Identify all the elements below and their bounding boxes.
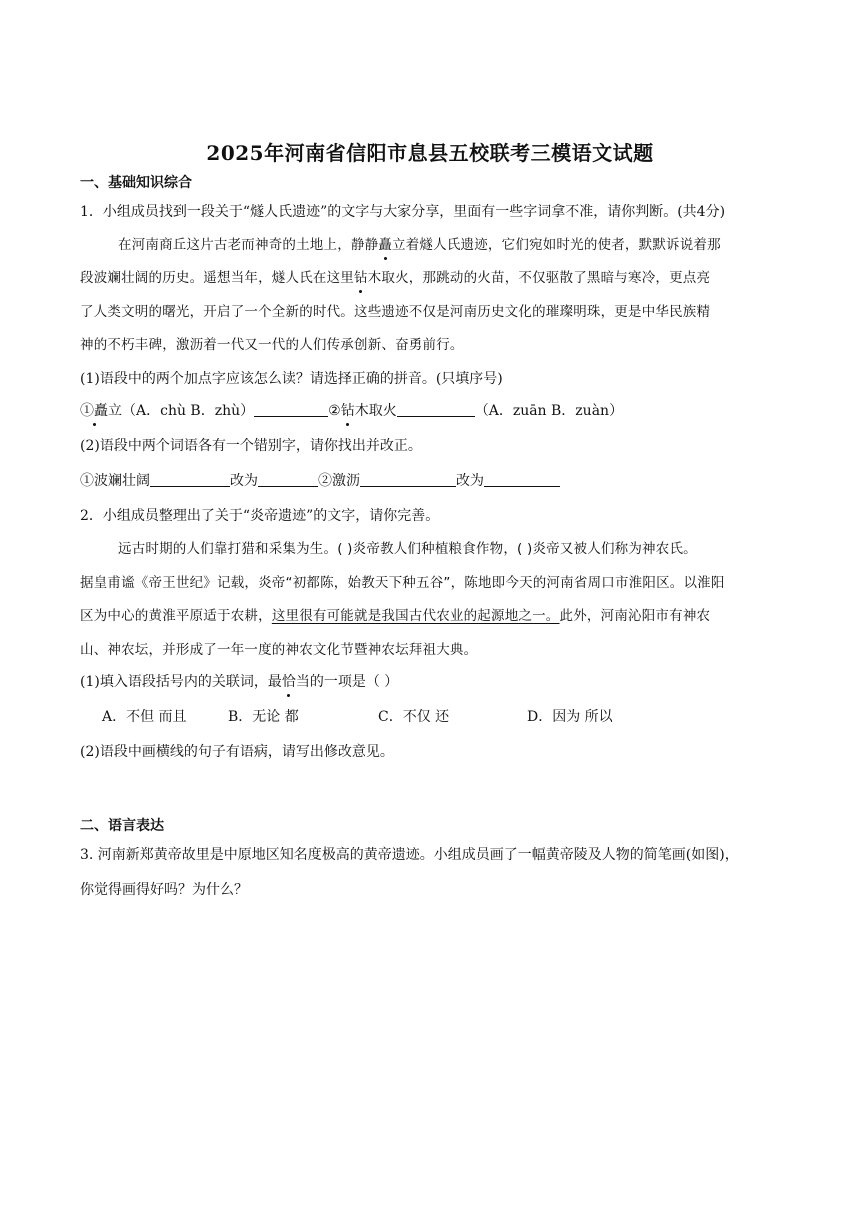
q1-passage-line-3: 了人类文明的曙光，开启了一个全新的时代。这些遗迹不仅是河南历史文化的璀璨明珠，更是中华民族精 xyxy=(80,304,711,320)
q2-passage-line-3: 区为中心的黄淮平原适于农耕，这里很有可能就是我国古代农业的起源地之一。此外，河南沁阳市有神农 xyxy=(80,608,711,624)
option-b[interactable]: B．无论 都 xyxy=(228,709,299,725)
answer-blank[interactable] xyxy=(258,472,318,487)
q1-sub-question-2-answers: ①波斓壮阔 改为 ②激沥 改为 xyxy=(80,471,800,491)
underlined-sentence: 这里很有可能就是我国古代农业的起源地之一。 xyxy=(271,608,560,624)
answer-blank[interactable] xyxy=(150,472,230,487)
answer-blank[interactable] xyxy=(360,472,456,487)
question-1-stem: 1．小组成员找到一段关于“燧人氏遗迹”的文字与大家分享，里面有一些字词拿不准，请你判断。(共4分) xyxy=(80,204,726,220)
option-a[interactable]: A．不但 而且 xyxy=(102,709,187,725)
q2-sub-question-2: (2)语段中画横线的句子有语病，请写出修改意见。 xyxy=(80,744,394,760)
question-2-stem: 2．小组成员整理出了关于“炎帝遗迹”的文字，请你完善。 xyxy=(80,508,440,524)
q1-passage-line-2: 段波斓壮阔的历史。遥想当年，燧人氏在这里钻木取火，那跳动的火苗，不仅驱散了黑暗与寒冷，更点亮 xyxy=(80,270,711,286)
emphasis-dot-char: 钻 xyxy=(354,270,368,286)
option-c[interactable]: C．不仅 还 xyxy=(378,709,450,725)
answer-blank[interactable] xyxy=(484,472,560,487)
q1-sub-question-2: (2)语段中两个词语各有一个错别字，请你找出并改正。 xyxy=(80,438,422,454)
q1-passage-line-1: 在河南商丘这片古老而神奇的土地上，静静矗立着燧人氏遗迹，它们宛如时光的使者，默默诉说着那 xyxy=(118,237,721,253)
q2-sub-question-1: (1)填入语段括号内的关联词，最恰当的一项是（ ） xyxy=(80,674,399,690)
emphasis-dot-chars: 最恰当 xyxy=(267,674,310,690)
answer-blank[interactable] xyxy=(397,402,475,417)
page-title: 2025年河南省信阳市息县五校联考三模语文试题 xyxy=(206,141,654,165)
emphasis-dot-char: 矗 xyxy=(378,237,393,253)
q2-passage-line-2: 据皇甫谧《帝王世纪》记载，炎帝“初都陈，始教天下种五谷”，陈地即今天的河南省周口市淮阳区。以淮阳 xyxy=(80,575,725,591)
q2-passage-line-1: 远古时期的人们靠打猎和采集为生。( )炎帝教人们种植粮食作物，( )炎帝又被人们称为神农氏。 xyxy=(118,541,697,557)
q1-sub-question-1-choices: ①矗立（A．chù B．zhù） ②钻木取火 （A．zuān B．zuàn） xyxy=(80,403,624,419)
section-heading-2: 二、语言表达 xyxy=(80,818,164,834)
option-d[interactable]: D．因为 所以 xyxy=(527,709,613,725)
question-3-line-1: 3. 河南新郑黄帝故里是中原地区知名度极高的黄帝遗迹。小组成员画了一幅黄帝陵及人物的简笔画(如图)， xyxy=(80,847,739,863)
q1-sub-question-1: (1)语段中的两个加点字应该怎么读？请选择正确的拼音。(只填序号) xyxy=(80,371,503,387)
q2-passage-line-4: 山、神农坛，并形成了一年一度的神农文化节暨神农坛拜祖大典。 xyxy=(80,642,478,658)
section-heading-1: 一、基础知识综合 xyxy=(80,175,192,191)
answer-blank[interactable] xyxy=(254,402,328,417)
q1-passage-line-4: 神的不朽丰碑，激沥着一代又一代的人们传承创新、奋勇前行。 xyxy=(80,337,464,353)
question-3-line-2: 你觉得画得好吗？为什么？ xyxy=(80,882,248,898)
